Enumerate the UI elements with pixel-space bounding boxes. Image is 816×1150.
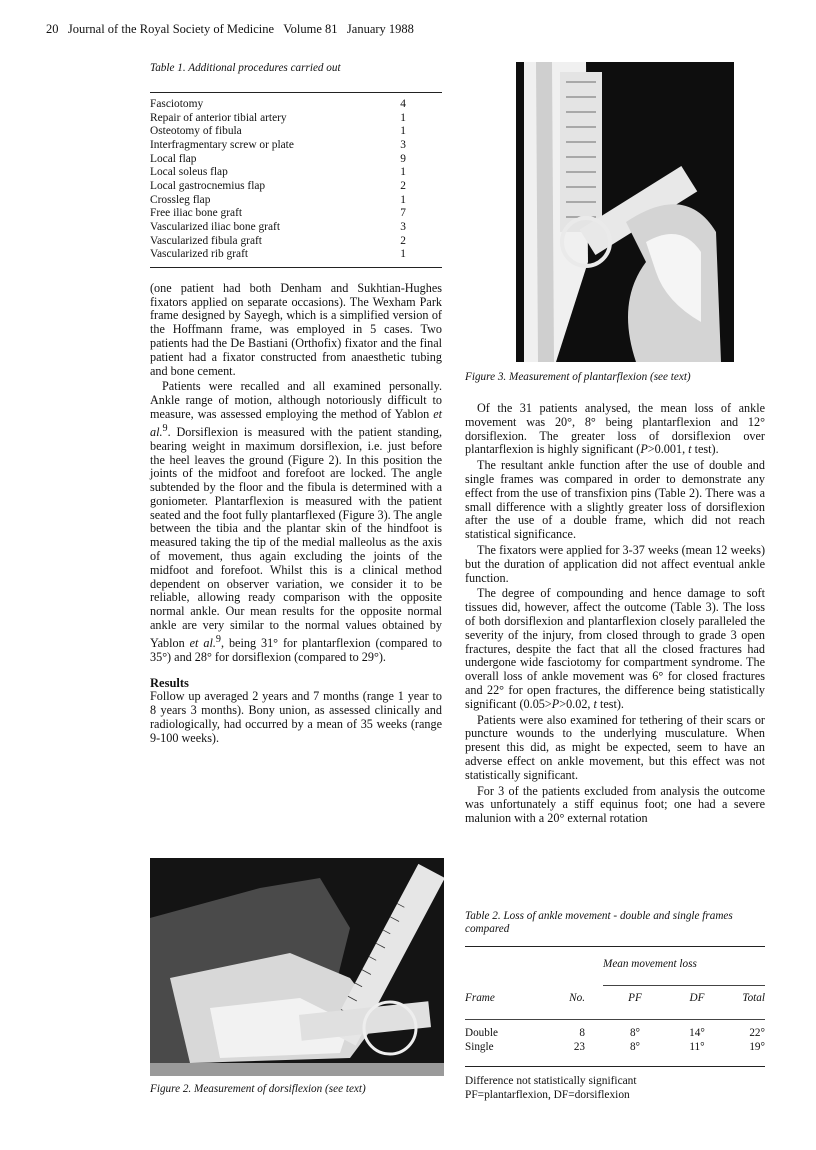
figure-2-caption: Figure 2. Measurement of dorsiflexion (see text) [150,1083,366,1095]
table1-value: 3 [400,138,406,151]
table-row [150,139,406,153]
table1-label: Crossleg flap [150,193,211,206]
table2-header-frame: Frame [465,992,495,1004]
figure-2-illustration [150,858,444,1076]
table1-top-rule [150,92,442,93]
left-para-3: Follow up averaged 2 years and 7 months (range 1 year to 8 years 3 months). Bony union, as assessed clinically and radiologically, had occurred by a mean of 35 weeks (range 9-100 weeks). [150,689,442,745]
table2-cell: 23 [573,1041,585,1053]
table1-value: 1 [400,193,406,206]
table2-header-df: DF [689,992,705,1005]
table-row [150,153,406,167]
table2-footnote-1: Difference not statistically significant [465,1075,637,1087]
table2-cell: Single [465,1041,494,1053]
right-para-5: Patients were also examined for tethering of their scars or puncture wounds to the underlying musculature. When present this did, as might be expected, seem to have an adverse effect on ankle movement, but this effect was not statistically significant. [465,712,765,782]
table2-cell: 11° [689,1041,705,1053]
table2-cell: 19° [749,1041,765,1053]
table1-value: 2 [400,179,406,192]
figure-2-photo [150,858,444,1076]
right-para-6: For 3 of the patients excluded from analysis the outcome was unfortunately a stiff equinus foot; one had a severe malunion with a 20° external rotation [465,783,765,826]
figure-3-caption: Figure 3. Measurement of plantarflexion (see text) [465,371,691,383]
table-row [150,207,406,221]
table1-value: 1 [400,248,406,261]
table1-value: 1 [400,111,406,124]
table1-label: Vascularized iliac bone graft [150,220,280,233]
table2 [465,957,765,1054]
table-row [150,194,406,208]
table2-header-no: No. [569,992,585,1004]
table1-label: Local flap [150,152,197,165]
figure-3-photo [516,62,734,362]
table-row [150,221,406,235]
table-row [150,98,406,112]
table1-value: 2 [400,234,406,247]
table2-cell: 8 [579,1027,585,1039]
table2-header-total: Total [742,992,765,1005]
table2-cell: 8° [629,1041,641,1053]
table1-label: Local soleus flap [150,166,228,179]
left-para-2: Patients were recalled and all examined personally. Ankle range of motion, although notoriously difficult to measure, was assessed employing the method of Yablon et al.$^9$. Dorsiflexion is measured with the patient standing, bearing weight in maximum dorsiflexion, i.e. just before the heel leaves the ground (Figure 2). In this position the joints of the midfoot and forefoot are locked. The angle subtended by the floor and the fibula is determined with a goniometer. Plantarflexion is measured with the patient seated and the foot fully plantarflexed (Figure 3). The angle between the tibia and the plantar skin of the hindfoot is measured taking the tip of the medial malleolus as the axis of movement, thus again excluding the joints of the midfoot and forefoot. Whilst this is a clinical method dependent on observer variation, we consider it to be reliable, allowing ready comparison with the opposite normal ankle. Our mean results for the opposite normal ankle are very similar to the normal values obtained by Yablon et al.$^9$, being 31° for plantarflexion (compared to 35°) and 28° for dorsiflexion (compared to 29°). [150,379,442,664]
table1-label: Osteotomy of fibula [150,125,242,138]
table-row [150,248,406,262]
results-heading: Results [150,675,189,690]
table1-value: 1 [400,125,406,138]
journal-volume: Volume 81 [283,22,338,36]
table2-top-rule [465,946,765,947]
table1-value: 9 [400,152,406,165]
table1-body [150,98,406,262]
table-row [150,180,406,194]
table1-value: 4 [400,98,406,110]
table1-caption: Table 1. Additional procedures carried out [150,62,341,74]
right-column [465,402,765,826]
table1-value: 7 [400,207,406,220]
table-row [150,235,406,249]
table2-caption: Table 2. Loss of ankle movement - double and single frames compared [465,910,733,935]
table1-value: 1 [400,166,406,179]
table-row [150,112,406,126]
table2-cell: 14° [689,1027,705,1039]
table2-header-pf: PF [628,992,642,1005]
table1-label: Vascularized rib graft [150,248,249,261]
table1-bottom-rule [150,267,442,268]
table2-bottom-rule [465,1066,765,1067]
table1-label: Fasciotomy [150,98,204,110]
table1-value: 3 [400,220,406,233]
table2-block [465,910,765,1102]
right-para-3: The fixators were applied for 3-37 weeks (mean 12 weeks) but the duration of application did not affect eventual ankle function. [465,542,765,585]
table-row [150,125,406,139]
journal-date: January 1988 [346,22,414,36]
running-header [46,22,414,37]
table2-cell: 22° [749,1027,765,1039]
left-para-1: (one patient had both Denham and Sukhtian-Hughes fixators applied on separate occasions). The Wexham Park frame designed by Sayegh, which is a simplified version of the Hoffmann frame, was employed in 5 cases. Two patients had the De Bastiani (Orthofix) fixator and the final patient had a fixator constructed from anaesthetic tubing and bone cement. [150,280,442,378]
figure-3-illustration [516,62,734,362]
table-row [465,1026,765,1040]
table1-label: Local gastrocnemius flap [150,179,266,192]
right-para-1: Of the 31 patients analysed, the mean loss of ankle movement was 20°, 8° being plantarflexion and 12° dorsiflexion. The greater loss of dorsiflexion over plantarflexion is highly significant (P>0.001, t test). [465,401,765,457]
table-row [150,166,406,180]
table2-cell: Double [465,1027,498,1039]
journal-name: Journal of the Royal Society of Medicine [67,22,275,36]
table2-group-header: Mean movement loss [603,958,697,970]
page-number: 20 [46,22,59,36]
table1-label: Free iliac bone graft [150,207,243,220]
left-column [150,62,442,746]
table1-label: Vascularized fibula graft [150,234,262,247]
table-row [465,1040,765,1054]
table1-label: Repair of anterior tibial artery [150,111,287,124]
table1-label: Interfragmentary screw or plate [150,138,294,151]
table2-footnote-2: PF=plantarflexion, DF=dorsiflexion [465,1088,630,1101]
right-para-4: The degree of compounding and hence damage to soft tissues did, however, affect the outcome (Table 3). The loss of both dorsiflexion and plantarflexion closely paralleled the severity of the injury, from closed through to grade 3 open fractures, despite the fact that all the closed fractures had undergone wide fasciotomy for compartment syndrome. The overall loss of ankle movement was 6° for closed fractures and 22° for open fractures, the difference being statistically significant (0.05>P>0.02, t test). [465,586,765,711]
table1 [150,98,406,262]
right-para-2: The resultant ankle function after the use of double and single frames was compared in order to demonstrate any effect from the use of transfixion pins (Table 2). There was a small difference with a slightly greater loss of dorsiflexion after the use of a double frame, which did not reach statistical significance. [465,458,765,542]
table2-cell: 8° [629,1027,641,1039]
